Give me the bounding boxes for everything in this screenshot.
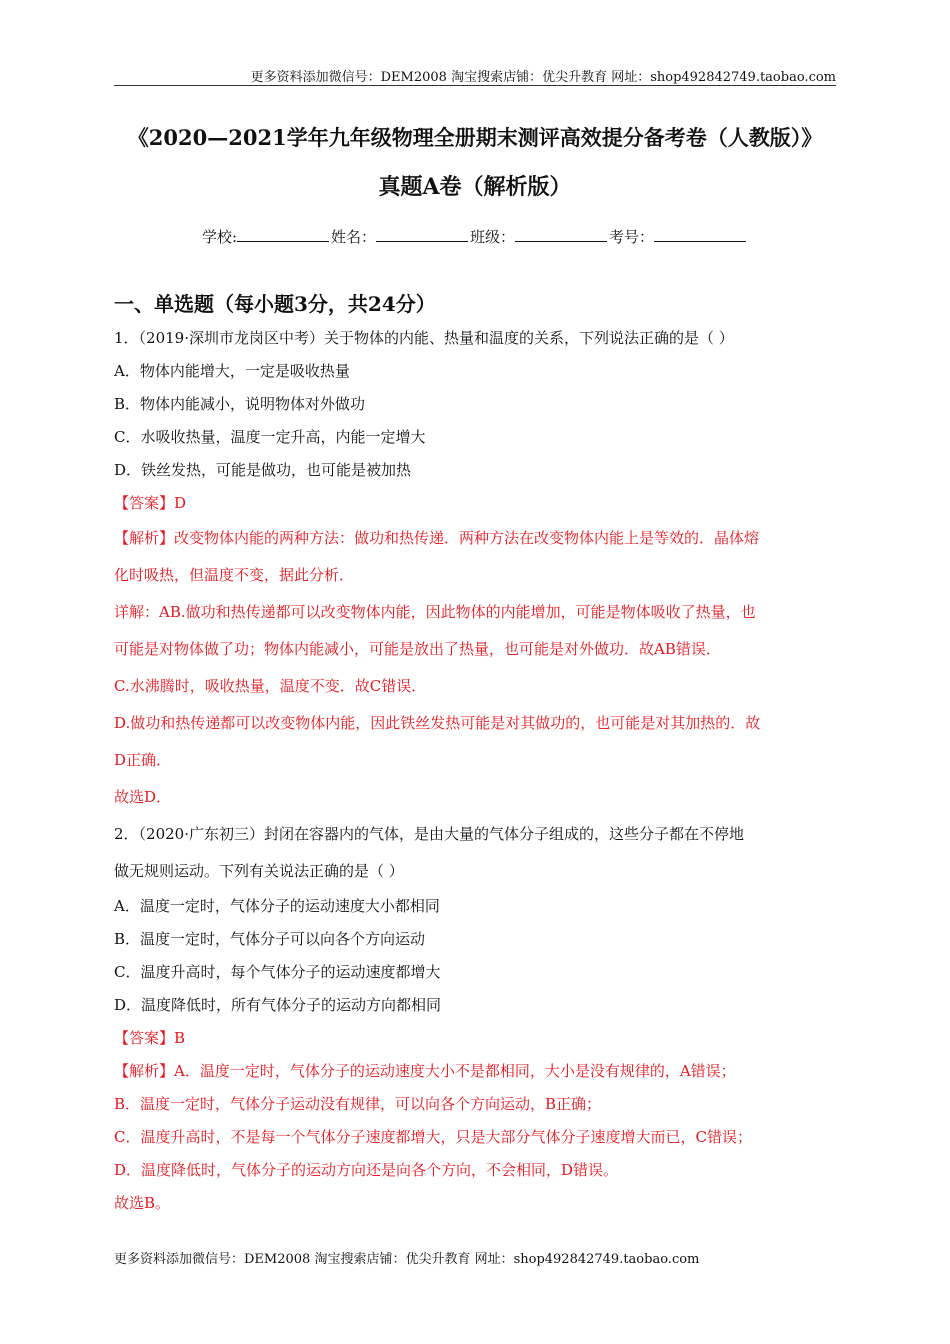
q1-analysis-line-2: 化时吸热，但温度不变，据此分析． [114,566,355,584]
q2-analysis-line-5: 故选B。 [114,1194,171,1212]
page-header: 更多资料添加微信号：DEM2008 淘宝搜索店铺：优尖升教育 网址：shop492842749.taobao.com [250,70,836,85]
q1-analysis-line-8: 故选D． [114,788,172,806]
school-label: 学校: [201,228,237,246]
header-divider [114,85,836,86]
number-blank [654,227,746,242]
q2-answer-value: B [174,1029,186,1047]
q2-analysis-label: 【解析】 [114,1062,175,1080]
q1-answer-label: 【答案】 [114,494,175,512]
q2-analysis-line-2: B．温度一定时，气体分子运动没有规律，可以向各个方向运动，B正确； [114,1095,602,1113]
q1-answer [114,487,836,520]
section-heading: 一、单选题（每小题3分，共24分） [114,292,436,316]
q1-analysis-text-1: 改变物体内能的两种方法：做功和热传递．两种方法在改变物体内能上是等效的．晶体熔 [174,529,760,547]
q1-analysis-line-1 [114,520,836,557]
q1-option-d: D．铁丝发热，可能是做功，也可能是被加热 [114,461,412,479]
question-content [114,322,836,1220]
student-info-row [0,226,950,247]
q1-analysis-line-6: D.做功和热传递都可以改变物体内能，因此铁丝发热可能是对其做功的，也可能是对其加热的．故 [114,714,761,732]
q2-option-d: D．温度降低时，所有气体分子的运动方向都相同 [114,996,442,1014]
document-subtitle: 真题A卷（解析版） [378,174,572,200]
q2-stem-line-2: 做无规则运动。下列有关说法正确的是（ ） [114,862,404,880]
q1-analysis-line-5: C.水沸腾时，吸收热量，温度不变．故C错误． [114,677,427,695]
q2-option-c: C．温度升高时，每个气体分子的运动速度都增大 [114,963,441,981]
q1-option-c: C．水吸收热量，温度一定升高，内能一定增大 [114,428,426,446]
q2-option-b: B．温度一定时，气体分子可以向各个方向运动 [114,930,426,948]
q2-analysis-line-1 [114,1055,836,1088]
q1-option-a: A．物体内能增大，一定是吸收热量 [114,362,350,380]
q2-stem-line-1: 2．（2020·广东初三）封闭在容器内的气体，是由大量的气体分子组成的，这些分子都在不停地 [114,825,744,843]
page-footer: 更多资料添加微信号：DEM2008 淘宝搜索店铺：优尖升教育 网址：shop492842749.taobao.com [114,1252,700,1267]
q2-analysis-line-4: D．温度降低时，气体分子的运动方向还是向各个方向，不会相同，D错误。 [114,1161,619,1179]
name-blank [376,227,468,242]
q1-stem: 1．（2019·深圳市龙岗区中考）关于物体的内能、热量和温度的关系，下列说法正确的是（ ） [114,329,734,347]
document-title: 《2020—2021学年九年级物理全册期末测评高效提分备考卷（人教版）》 [127,125,823,150]
name-label: 姓名： [331,228,377,246]
q2-option-a: A．温度一定时，气体分子的运动速度大小都相同 [114,897,440,915]
q2-answer-label: 【答案】 [114,1029,175,1047]
number-label: 考号： [609,228,655,246]
q1-analysis-line-3: 详解：AB.做功和热传递都可以改变物体内能，因此物体的内能增加，可能是物体吸收了热量，也 [114,603,756,621]
q1-analysis-line-7: D正确． [114,751,172,769]
q2-answer [114,1022,836,1055]
q1-analysis-line-4: 可能是对物体做了功；物体内能减小，可能是放出了热量，也可能是对外做功．故AB错误． [114,640,721,658]
q1-analysis-label: 【解析】 [114,529,175,547]
school-blank [237,227,329,242]
q1-option-b: B．物体内能减小，说明物体对外做功 [114,395,366,413]
q1-answer-value: D [174,494,187,512]
q2-analysis-text-1: A．温度一定时，气体分子的运动速度大小不是都相同，大小是没有规律的，A错误； [174,1062,736,1080]
class-label: 班级： [470,228,516,246]
class-blank [515,227,607,242]
q2-analysis-line-3: C．温度升高时，不是每一个气体分子速度都增大，只是大部分气体分子速度增大而已，C错误； [114,1128,752,1146]
